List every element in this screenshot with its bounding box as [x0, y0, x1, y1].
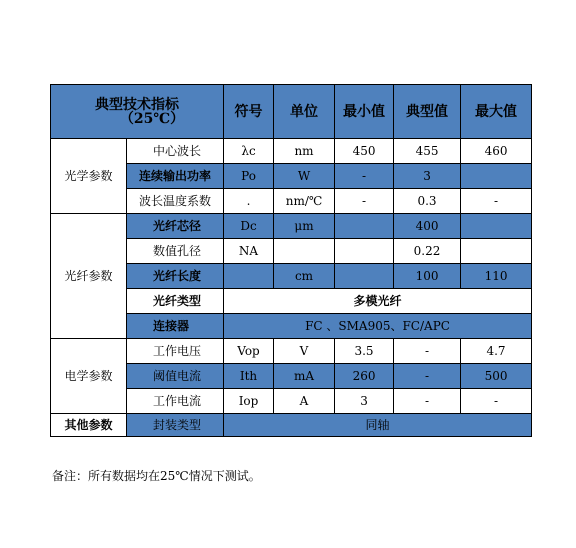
table-row — [51, 414, 532, 437]
row-max — [461, 239, 532, 264]
row-unit: V — [274, 339, 335, 364]
row-name: 封装类型 — [127, 414, 224, 437]
row-typ: 0.3 — [394, 189, 461, 214]
row-typ: 100 — [394, 264, 461, 289]
row-max: 500 — [461, 364, 532, 389]
row-merged-value: FC 、SMA905、FC/APC — [224, 314, 532, 339]
row-name: 连接器 — [127, 314, 224, 339]
row-typ: 455 — [394, 139, 461, 164]
header-typ: 典型值 — [394, 85, 461, 139]
header-unit: 单位 — [274, 85, 335, 139]
row-symbol: Vop — [224, 339, 274, 364]
section-fiber: 光纤参数 — [51, 214, 127, 339]
row-unit: cm — [274, 264, 335, 289]
row-min: 260 — [335, 364, 394, 389]
row-max — [461, 214, 532, 239]
row-name: 阈值电流 — [127, 364, 224, 389]
row-merged-value: 同轴 — [224, 414, 532, 437]
header-title — [51, 85, 224, 139]
table-row — [51, 139, 532, 164]
row-symbol: Dc — [224, 214, 274, 239]
row-symbol: NA — [224, 239, 274, 264]
row-name: 数值孔径 — [127, 239, 224, 264]
row-max: - — [461, 389, 532, 414]
row-name: 工作电流 — [127, 389, 224, 414]
row-min — [335, 264, 394, 289]
row-name: 连续输出功率 — [127, 164, 224, 189]
row-unit: W — [274, 164, 335, 189]
row-min: - — [335, 164, 394, 189]
row-min — [335, 214, 394, 239]
row-typ: 3 — [394, 164, 461, 189]
row-typ: 400 — [394, 214, 461, 239]
row-typ: - — [394, 364, 461, 389]
row-min: 450 — [335, 139, 394, 164]
header-symbol: 符号 — [224, 85, 274, 139]
row-min: - — [335, 189, 394, 214]
row-max: 110 — [461, 264, 532, 289]
row-symbol: Ith — [224, 364, 274, 389]
row-unit: nm — [274, 139, 335, 164]
header-min: 最小值 — [335, 85, 394, 139]
row-max: 4.7 — [461, 339, 532, 364]
row-min: 3 — [335, 389, 394, 414]
row-typ: - — [394, 339, 461, 364]
row-unit: μm — [274, 214, 335, 239]
header-row — [51, 85, 532, 139]
row-unit: mA — [274, 364, 335, 389]
row-symbol: Iop — [224, 389, 274, 414]
header-title-line2: （25℃） — [119, 110, 185, 127]
row-symbol: λc — [224, 139, 274, 164]
header-max: 最大值 — [461, 85, 532, 139]
row-name: 工作电压 — [127, 339, 224, 364]
footnote: 备注：所有数据均在25℃情况下测试。 — [52, 469, 261, 483]
row-max: 460 — [461, 139, 532, 164]
row-name: 波长温度系数 — [127, 189, 224, 214]
row-unit: nm/℃ — [274, 189, 335, 214]
row-name: 中心波长 — [127, 139, 224, 164]
section-optical: 光学参数 — [51, 139, 127, 214]
section-other: 其他参数 — [51, 414, 127, 437]
row-name: 光纤长度 — [127, 264, 224, 289]
row-symbol: . — [224, 189, 274, 214]
row-max: - — [461, 189, 532, 214]
row-symbol — [224, 264, 274, 289]
row-typ: - — [394, 389, 461, 414]
section-electrical: 电学参数 — [51, 339, 127, 414]
spec-table — [50, 84, 532, 437]
row-typ: 0.22 — [394, 239, 461, 264]
row-name: 光纤类型 — [127, 289, 224, 314]
header-title-line1: 典型技术指标 — [95, 96, 179, 113]
row-name: 光纤芯径 — [127, 214, 224, 239]
row-min — [335, 239, 394, 264]
row-unit — [274, 239, 335, 264]
row-max — [461, 164, 532, 189]
row-symbol: Po — [224, 164, 274, 189]
row-merged-value: 多模光纤 — [224, 289, 532, 314]
table-row — [51, 214, 532, 239]
table-row — [51, 339, 532, 364]
row-unit: A — [274, 389, 335, 414]
row-min: 3.5 — [335, 339, 394, 364]
